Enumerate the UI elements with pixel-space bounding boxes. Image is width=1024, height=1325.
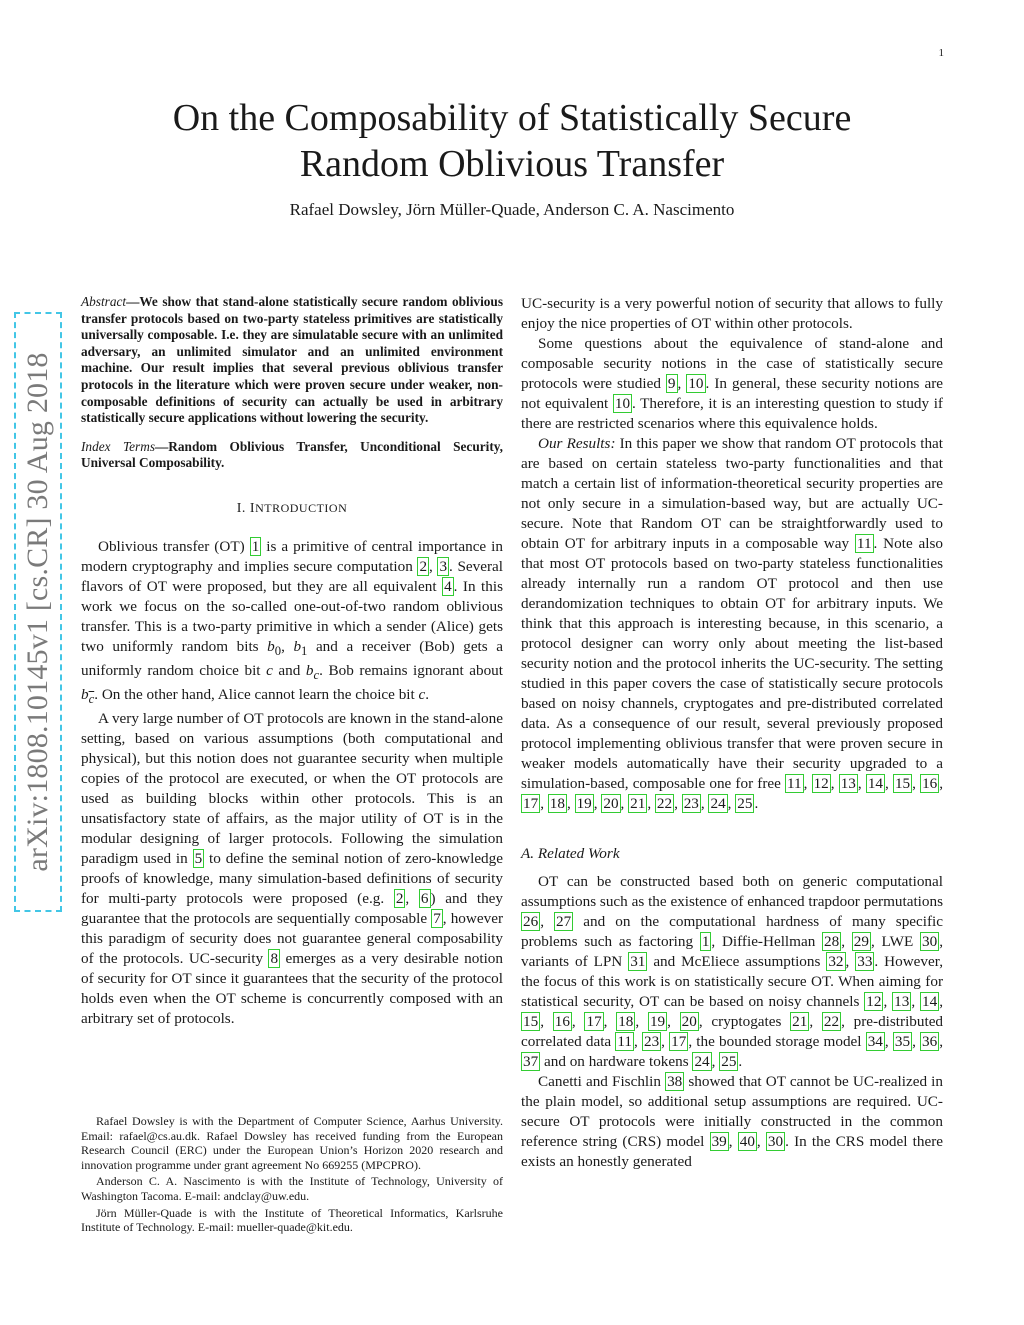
citation-link[interactable]: 17 xyxy=(523,795,539,812)
citation-link[interactable]: 20 xyxy=(603,795,619,812)
citation-link[interactable]: 2 xyxy=(395,890,404,908)
citation-link[interactable]: 15 xyxy=(894,775,911,792)
citation-link[interactable]: 10 xyxy=(688,375,704,392)
arxiv-identifier-text: arXiv:1808.10145v1 [cs.CR] 30 Aug 2018 xyxy=(21,352,54,872)
continuation-paragraph: UC-security is a very powerful notion of security that allows to fully enjoy the nice properties of OT within other protocols. xyxy=(521,295,943,332)
citation-link[interactable]: 19 xyxy=(576,795,592,812)
citation-link[interactable]: 9 xyxy=(667,375,676,392)
citation-link[interactable]: 17 xyxy=(586,1013,602,1030)
citation-link[interactable]: 7 xyxy=(433,910,441,928)
citation-link[interactable]: 23 xyxy=(643,1033,660,1050)
citation-link[interactable]: 3 xyxy=(439,557,448,575)
citation-link[interactable]: 12 xyxy=(866,993,882,1010)
intro-paragraph-1: Oblivious transfer (OT) 1 is a primitive of central importance in modern cryptography and implies secure computation 2 , 3 . Several flavors of OT were proposed, but they are all equivalent 4 . In this work we focus on the so-called one-out-of-two random oblivious transfer. This is a two-party primitive in which a sender (Alice) gets two uniformly random bits $b_0$, $b_1$ and a receiver (Bob) gets a uniformly random choice bit c and $b_c$. Bob remains ignorant about $b_{\overline{c}}$. On the other hand, Alice cannot learn the choice bit c. xyxy=(81,537,504,707)
citation-link[interactable]: 4 xyxy=(444,577,452,595)
citation-link[interactable]: 15 xyxy=(523,1013,539,1030)
citation-link[interactable]: 29 xyxy=(853,933,869,950)
related-work-paragraph: OT can be constructed based both on generic computational assumptions such as the existence of enhanced trapdoor permutations 26 , 27 and on the computational hardness of many specific problems such as factoring 1 , Diffie-Hellman 28 , 29 , LWE 30 , variants of LPN 31 and McEliece assumptions 32 , 33 . However, the focus of this work is on statistically secure OT. When aiming for statistical security, OT can be based on noisy channels 12 , 13 , 14 , 15 , 16 , 17 , 18 , 19 , 20 , cryptogates 21 , 22 , pre-distributed correlated data 11 , 23 , 17 , the bounded storage model 34 , 35 , 36 , 37 and on hardware tokens 24 , 25 . xyxy=(521,873,944,1070)
intro-paragraph-2: A very large number of OT protocols are known in the stand-alone setting, based on various assumptions (both computational and physical), but this notion does not guarantee security when multiple copies of the protocol are executed, or when the OT protocols are used as building blocks within other protocols. This is an unsatisfactory state of affairs, as the major utility of OT is in the modular designing of larger protocols. Following the simulation paradigm used in 5 to define the seminal notion of zero-knowledge proofs of knowledge, many simulation-based definitions of security for multi-party protocols were proposed (e.g. 2 , 6 ) and they guarantee that the protocols are sequentially composable 7 , however this paradigm of security does not guarantee general composability of the protocols. UC-security 8 emerges as a very desirable notion of security for OT since it guarantees that the security of the protocol holds even when the OT scheme is concurrently composed with an arbitrary set of protocols. xyxy=(81,710,504,1028)
citation-link[interactable]: 21 xyxy=(792,1013,808,1030)
author-footnotes xyxy=(81,1114,503,1237)
index-terms-label: Index Terms xyxy=(81,438,155,454)
citation-link[interactable]: 13 xyxy=(840,775,856,792)
index-terms-text: —Random Oblivious Transfer, Unconditional Security, Universal Composability. xyxy=(81,438,503,471)
citation-link[interactable]: 1 xyxy=(701,933,710,950)
author-list: Rafael Dowsley, Jörn Müller-Quade, Anderson C. A. Nascimento xyxy=(289,200,735,219)
title-line-1: On the Composability of Statistically Secure xyxy=(172,97,852,139)
citation-link[interactable]: 22 xyxy=(823,1013,840,1030)
citation-link[interactable]: 37 xyxy=(523,1053,539,1070)
our-results-paragraph: Our Results: In this paper we show that random OT protocols that are based on certain stateless two-party functionalities and that match a certain list of information-theoretical security properties are not only secure in a simulation-based way, but are actually UC-secure. Note that Random OT can be straightforwardly used to obtain OT for arbitrary inputs in a composable way 11 . Note also that most OT protocols based on two-party stateless functionalities already internally run a random OT protocol and then use derandomization techniques to obtain OT for arbitrary inputs. We think that this approach is interesting because, in this scenario, a protocol designer can worry only about meeting the list-based security notion and the protocol inherits the UC-security. The setting studied in this paper covers the case of statistically secure protocols based on noisy channels, cryptogates and pre-distributed correlated data. As a consequence of our result, several previously proposed protocol implementing oblivious transfer that were proven secure in weaker models automatically have their security upgraded to a simulation-based, composable one for free 11 , 12 , 13 , 14 , 15 , 16 , 17 , 18 , 19 , 20 , 21 , 22 , 23 , 24 , 25 . xyxy=(521,435,944,812)
citation-link[interactable]: 5 xyxy=(194,850,203,868)
citation-link[interactable]: 32 xyxy=(828,953,844,970)
citation-link[interactable]: 12 xyxy=(813,775,829,792)
footnote: Jörn Müller-Quade is with the Institute of Theoretical Informatics, Karlsruhe Institute of Technology. E-mail: mueller-quade@kit.edu. xyxy=(81,1205,503,1235)
composability-paragraph: Some questions about the equivalence of stand-alone and composable security notions in the case of statistically secure protocols were studied 9 , 10 . In general, these security notions are not equivalent 10 . Therefore, it is an interesting question to study if there are restricted scenarios where this equivalence holds. xyxy=(521,335,944,432)
citation-link[interactable]: 23 xyxy=(683,795,699,812)
title-line-2: Random Oblivious Transfer xyxy=(299,143,725,185)
citation-link[interactable]: 18 xyxy=(618,1013,634,1030)
paper-title xyxy=(80,95,944,187)
left-column xyxy=(81,294,503,1029)
citation-link[interactable]: 31 xyxy=(630,953,646,970)
citation-link[interactable]: 30 xyxy=(922,933,938,950)
citation-link[interactable]: 14 xyxy=(922,993,938,1010)
citation-link[interactable]: 14 xyxy=(867,775,883,792)
citation-link[interactable]: 8 xyxy=(270,950,279,968)
citation-link[interactable]: 11 xyxy=(856,535,872,552)
our-results-label: Our Results: xyxy=(538,435,616,452)
abstract-text: —We show that stand-alone statistically secure random oblivious transfer protocols based on two-party stateless primitives are statistically universally composable. I.e. they are simulatable secure with an unlimited adversary, an unlimited simulator and an unlimited environment machine. Our result implies that several previous oblivious transfer protocols in the literature which were proven secure under weaker, non-composable definitions of security can actually be used in arbitrary statistically secure applications without lowering the security. xyxy=(81,294,503,426)
citation-link[interactable]: 25 xyxy=(737,795,753,812)
citation-link[interactable]: 13 xyxy=(894,993,910,1010)
footnote: Rafael Dowsley is with the Department of Computer Science, Aarhus University. Email: rafael@cs.au.dk. Rafael Dowsley has received funding from the European Research Council (ERC) under the European Union’s Horizon 2020 research and innovation programme under grant agreement No 669255 (MPCPRO). xyxy=(81,1114,503,1172)
page-number: 1 xyxy=(938,47,944,59)
citation-link[interactable]: 11 xyxy=(617,1033,632,1050)
citation-link[interactable]: 21 xyxy=(630,795,646,812)
citation-link[interactable]: 22 xyxy=(656,795,673,812)
citation-link[interactable]: 36 xyxy=(922,1033,938,1050)
citation-link[interactable]: 19 xyxy=(649,1013,666,1030)
citation-link[interactable]: 28 xyxy=(824,933,840,950)
citation-link[interactable]: 24 xyxy=(694,1053,710,1070)
citation-link[interactable]: 26 xyxy=(523,913,539,930)
citation-link[interactable]: 17 xyxy=(671,1033,687,1050)
citation-link[interactable]: 2 xyxy=(419,557,428,575)
citation-link[interactable]: 10 xyxy=(614,395,631,412)
citation-link[interactable]: 6 xyxy=(420,890,429,908)
citation-link[interactable]: 40 xyxy=(739,1133,755,1150)
footnote: Anderson C. A. Nascimento is with the Institute of Technology, University of Washington Tacoma. E-mail: andclay@uw.edu. xyxy=(81,1174,503,1203)
citation-link[interactable]: 38 xyxy=(667,1073,683,1090)
citation-link[interactable]: 25 xyxy=(721,1053,737,1070)
citation-link[interactable]: 34 xyxy=(867,1033,883,1050)
citation-link[interactable]: 27 xyxy=(556,913,572,930)
arxiv-identifier-stamp xyxy=(14,312,62,912)
right-column xyxy=(521,294,943,1172)
citation-link[interactable]: 33 xyxy=(857,953,873,970)
subsection-heading-related-work: A. Related Work xyxy=(521,845,620,862)
citation-link[interactable]: 16 xyxy=(554,1013,570,1030)
abstract-label: Abstract xyxy=(81,294,127,309)
citation-link[interactable]: 39 xyxy=(711,1133,727,1150)
citation-link[interactable]: 16 xyxy=(922,775,938,792)
citation-link[interactable]: 11 xyxy=(787,775,802,792)
citation-link[interactable]: 35 xyxy=(894,1033,911,1050)
citation-link[interactable]: 30 xyxy=(767,1133,784,1150)
citation-link[interactable]: 24 xyxy=(710,795,726,812)
citation-link[interactable]: 1 xyxy=(251,537,260,555)
citation-link[interactable]: 20 xyxy=(681,1013,697,1030)
index-terms xyxy=(81,439,503,472)
section-heading-introduction: I. INTRODUCTION xyxy=(236,500,348,516)
canetti-fischlin-paragraph: Canetti and Fischlin 38 showed that OT cannot be UC-realized in the plain model, so additional setup assumptions are required. UC-secure OT protocols were initially constructed in the common reference string (CRS) model 39 , 40 , 30 . In the CRS model there exists an honestly generated xyxy=(521,1073,944,1170)
citation-link[interactable]: 18 xyxy=(549,795,565,812)
abstract xyxy=(81,294,503,427)
